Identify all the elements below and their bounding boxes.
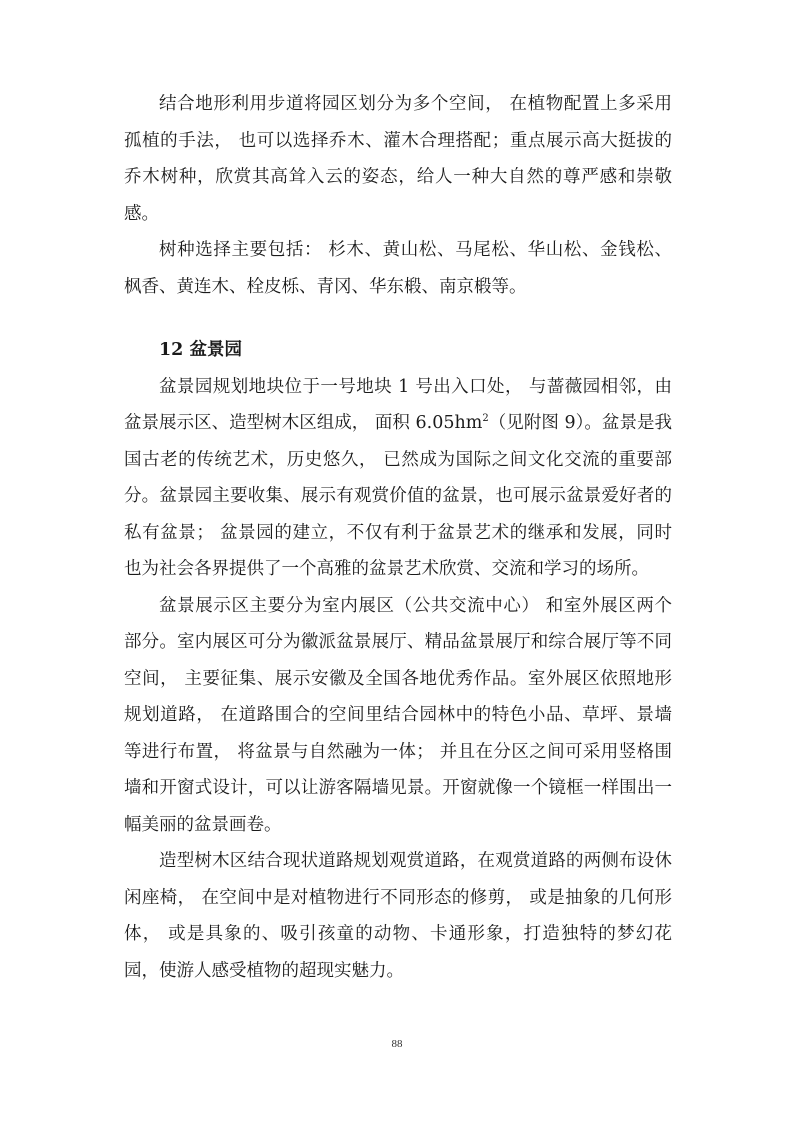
- paragraph-tree-species: 树种选择主要包括： 杉木、黄山松、马尾松、华山松、金钱松、枫香、黄连木、栓皮栎、青冈、华东椴、南京椴等。: [124, 240, 672, 297]
- paragraph-spatial-layout: 结合地形利用步道将园区划分为多个空间， 在植物配置上多采用孤植的手法， 也可以选择乔木、灌木合理搭配；重点展示高大挺拔的乔木树种，欣赏其高耸入云的姿态，给人一种大自然的尊严感和崇敬感。: [124, 94, 672, 224]
- bonsai-section: [124, 332, 672, 989]
- paragraph-topiary-area: 造型树木区结合现状道路规划观赏道路，在观赏道路的两侧布设休闲座椅， 在空间中是对植物进行不同形态的修剪， 或是抽象的几何形体， 或是具象的、吸引孩童的动物、卡通形象，打造独特的梦幻花园，使游人感受植物的超现实魅力。: [124, 851, 672, 981]
- intro-text-part-2: （见附图 9）。盆景是我国古老的传统艺术，历史悠久， 已然成为国际之间文化交流的重要部分。盆景园主要收集、展示有观赏价值的盆景，也可展示盆景爱好者的私有盆景； 盆景园的建立，不仅有利于盆景艺术的继承和发展，同时也为社会各界提供了一个高雅的盆景艺术欣赏、交流和学习的场所。: [124, 413, 672, 579]
- paragraph-bonsai-intro: [124, 369, 672, 588]
- top-text-block: [124, 86, 672, 305]
- intro-text-part-1: 盆景园规划地块位于一号地块 1 号出入口处， 与蔷薇园相邻，由盆景展示区、造型树木区组成， 面积 6.05hm: [124, 376, 672, 433]
- paragraph-exhibition-area: 盆景展示区主要分为室内展区（公共交流中心） 和室外展区两个部分。室内展区可分为徽派盆景展厅、精品盆景展厅和综合展厅等不同空间， 主要征集、展示安徽及全国各地优秀作品。室外展区依照地形规划道路， 在道路围合的空间里结合园林中的特色小品、草坪、景墙等进行布置， 将盆景与自然融为一体； 并且在分区之间可采用竖格围墙和开窗式设计，可以让游客隔墙见景。开窗就像一个镜框一样围出一幅美丽的盆景画卷。: [124, 595, 672, 835]
- section-heading: 12 盆景园: [159, 340, 242, 360]
- area-unit-superscript: 2: [482, 413, 489, 425]
- page-number: 88: [391, 1038, 403, 1050]
